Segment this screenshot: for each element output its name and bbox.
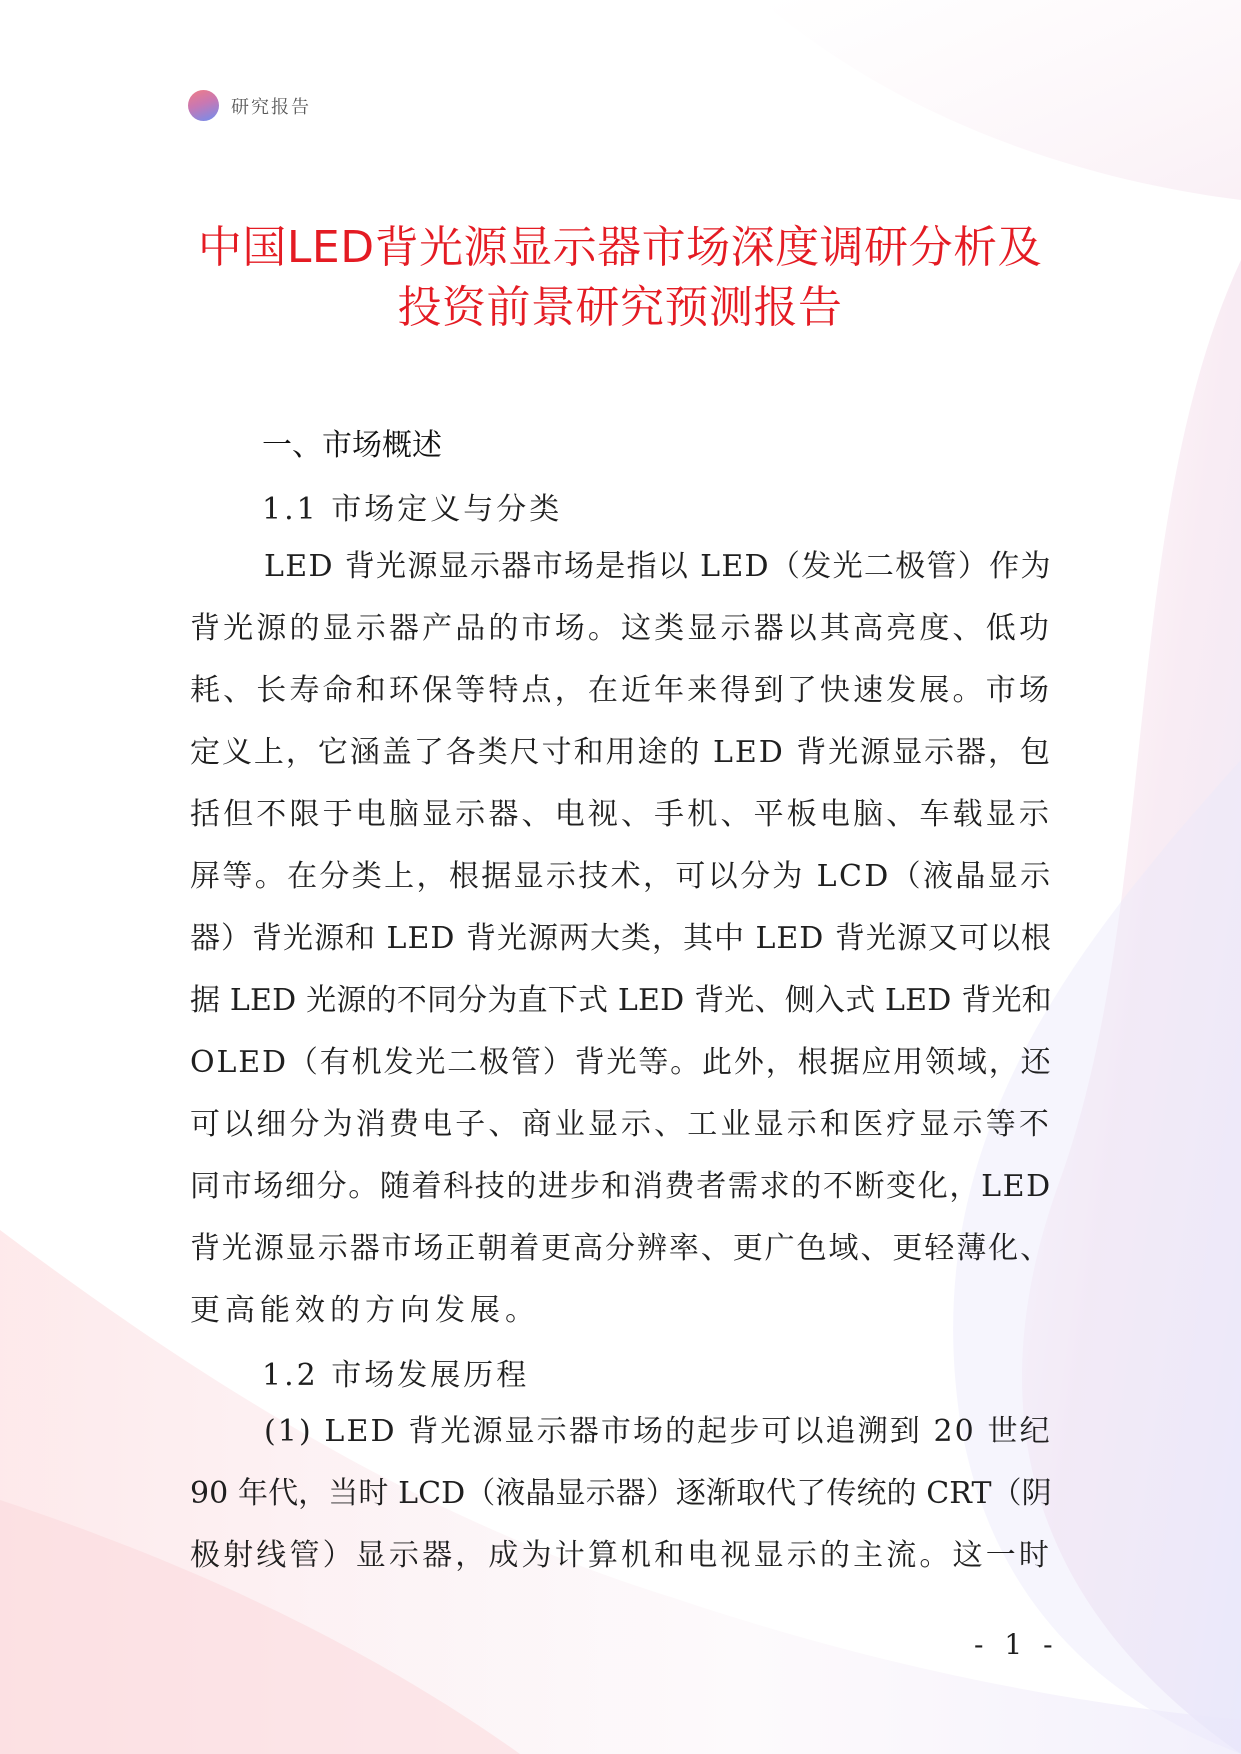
document-title (150, 218, 1090, 338)
paragraph-line: 耗、长寿命和环保等特点，在近年来得到了快速发展。市场 (190, 673, 1052, 708)
paragraph-line: 更高能效的方向发展。 (190, 1293, 540, 1328)
paragraph-line: 可以细分为消费电子、商业显示、工业显示和医疗显示等不 (190, 1107, 1052, 1142)
paragraph-line: 器）背光源和 LED 背光源两大类，其中 LED 背光源又可以根 (190, 921, 1052, 956)
logo-circle-icon (188, 90, 219, 121)
report-header (188, 90, 311, 121)
paragraph-line: 同市场细分。随着科技的进步和消费者需求的不断变化，LED (190, 1169, 1052, 1204)
paragraph-line: 括但不限于电脑显示器、电视、手机、平板电脑、车载显示 (190, 797, 1052, 832)
paragraph-line: (1) LED 背光源显示器市场的起步可以追溯到 20 世纪 (264, 1414, 1052, 1449)
paragraph-line: LED 背光源显示器市场是指以 LED（发光二极管）作为 (264, 549, 1052, 584)
subsection-heading-history: 1.2 市场发展历程 (262, 1358, 530, 1393)
paragraph-line: 背光源的显示器产品的市场。这类显示器以其高亮度、低功 (190, 611, 1052, 646)
title-line-1: 中国LED背光源显示器市场深度调研分析及 (197, 222, 1043, 273)
title-line-2: 投资前景研究预测报告 (397, 282, 843, 333)
page-number: - 1 - (974, 1628, 1059, 1661)
paragraph-line: 定义上，它涵盖了各类尺寸和用途的 LED 背光源显示器，包 (190, 735, 1052, 770)
paragraph-line: 背光源显示器市场正朝着更高分辨率、更广色域、更轻薄化、 (190, 1231, 1052, 1266)
paragraph-line: 极射线管）显示器，成为计算机和电视显示的主流。这一时 (190, 1538, 1052, 1573)
header-label: 研究报告 (231, 96, 311, 118)
section-heading-market-overview: 一、市场概述 (262, 428, 442, 463)
subsection-heading-definition: 1.1 市场定义与分类 (262, 492, 563, 527)
paragraph-line: 90 年代，当时 LCD（液晶显示器）逐渐取代了传统的 CRT（阴 (190, 1476, 1052, 1511)
paragraph-definition (190, 536, 1052, 1346)
paragraph-history (190, 1401, 1052, 1587)
paragraph-line: OLED（有机发光二极管）背光等。此外，根据应用领域，还 (190, 1045, 1052, 1080)
paragraph-line: 据 LED 光源的不同分为直下式 LED 背光、侧入式 LED 背光和 (190, 983, 1052, 1018)
paragraph-line: 屏等。在分类上，根据显示技术，可以分为 LCD（液晶显示 (190, 859, 1052, 894)
